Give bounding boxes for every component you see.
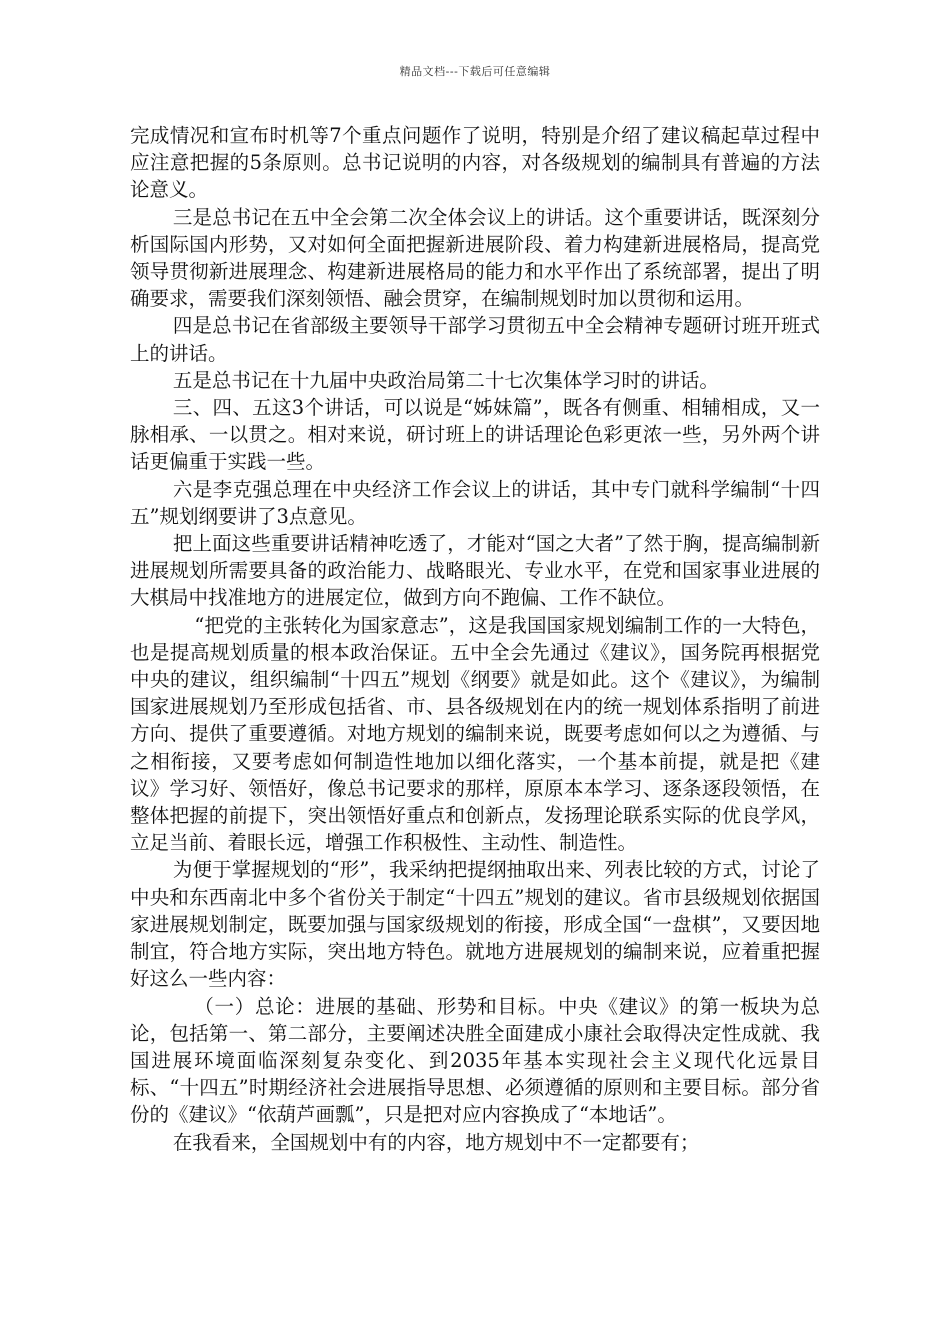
paragraph-8: “把党的主张转化为国家意志”，这是我国国家规划编制工作的一大特色，也是提高规划质量的根本政治保证。五中全会先通过《建议》，国务院再根据党中央的建议，组织编制“十四五”规划《纲要》就是如此。这个《建议》，为编制国家进展规划乃至形成包括省、市、县各级规划在内的统一规划体系指明了前进方向、提供了重要遵循。对地方规划的编制来说，既要考虑如何以之为遵循、与之相衔接，又要考虑如何制造性地加以细化落实，一个基本前提，就是把《建议》学习好、领悟好，像总书记要求的那样，原原本本学习、逐条逐段领悟，在整体把握的前提下，突出领悟好重点和创新点，发扬理论联系实际的优良学风，立足当前、着眼长远，增强工作积极性、主动性、制造性。 xyxy=(130,613,820,855)
paragraph-3: 四是总书记在省部级主要领导干部学习贯彻五中全会精神专题研讨班开班式上的讲话。 xyxy=(130,314,820,365)
paragraph-7: 把上面这些重要讲话精神吃透了，才能对“国之大者”了然于胸，提高编制新进展规划所需要具备的政治能力、战略眼光、专业水平，在党和国家事业进展的大棋局中找准地方的进展定位，做到方向不跑偏、工作不缺位。 xyxy=(130,532,820,610)
document-body xyxy=(130,122,820,1156)
paragraph-4: 五是总书记在十九届中央政治局第二十七次集体学习时的讲话。 xyxy=(172,368,719,392)
paragraph-9: 为便于掌握规划的“形”，我采纳把提纲抽取出来、列表比较的方式，讨论了中央和东西南北中多个省份关于制定“十四五”规划的建议。省市县级规划依据国家进展规划制定，既要加强与国家级规划的衔接，形成全国“一盘棋”，又要因地制宜，符合地方实际，突出地方特色。就地方进展规划的编制来说，应着重把握好这么一些内容： xyxy=(130,858,820,991)
paragraph-11: 在我看来，全国规划中有的内容，地方规划中不一定都要有； xyxy=(172,1130,700,1154)
paragraph-2: 三是总书记在五中全会第二次全体会议上的讲话。这个重要讲话，既深刻分析国际国内形势，又对如何全面把握新进展阶段、着力构建新进展格局，提高党领导贯彻新进展理念、构建新进展格局的能力和水平作出了系统部署，提出了明确要求，需要我们深刻领悟、融会贯穿，在编制规划时加以贯彻和运用。 xyxy=(130,205,820,311)
paragraph-1: 完成情况和宣布时机等7个重点问题作了说明，特别是介绍了建议稿起草过程中应注意把握的5条原则。总书记说明的内容，对各级规划的编制具有普遍的方法论意义。 xyxy=(130,124,820,202)
paragraph-10: （一）总论：进展的基础、形势和目标。中央《建议》的第一板块为总论，包括第一、第二部分，主要阐述决胜全面建成小康社会取得决定性成就、我国进展环境面临深刻复杂变化、到2035年基本实现社会主义现代化远景目标、“十四五”时期经济社会进展指导思想、必须遵循的原则和主要目标。部分省份的《建议》“依葫芦画瓢”，只是把对应内容换成了“本地话”。 xyxy=(130,994,820,1127)
paragraph-5: 三、四、五这3个讲话，可以说是“姊妹篇”，既各有侧重、相辅相成，又一脉相承、一以贯之。相对来说，研讨班上的讲话理论色彩更浓一些，另外两个讲话更偏重于实践一些。 xyxy=(130,396,820,474)
paragraph-6: 六是李克强总理在中央经济工作会议上的讲话，其中专门就科学编制“十四五”规划纲要讲了3点意见。 xyxy=(130,477,820,528)
page-header: 精品文档---下载后可任意编辑 xyxy=(399,65,551,78)
